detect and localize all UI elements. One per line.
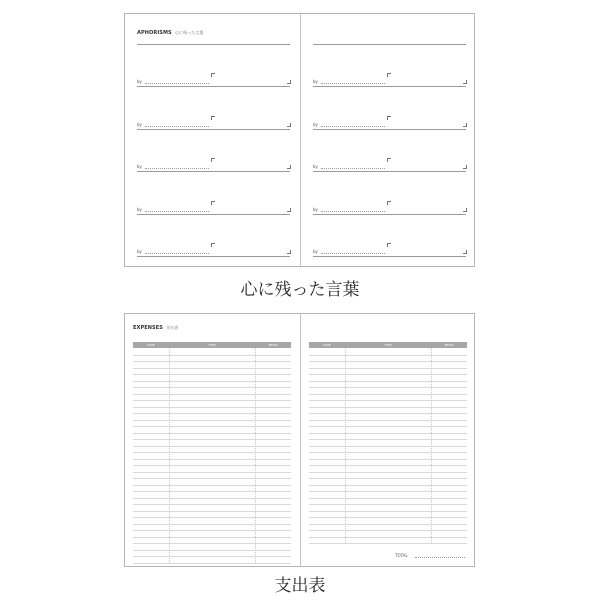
table-row-line xyxy=(133,459,291,460)
table-row-line xyxy=(309,374,467,375)
column-header-date: DATE xyxy=(323,343,331,347)
quote-close-mark xyxy=(287,80,291,84)
by-label: by xyxy=(313,121,318,127)
table-row-line xyxy=(309,446,467,447)
table-row-line xyxy=(133,433,291,434)
table-row-line xyxy=(309,524,467,525)
table-row-line xyxy=(309,400,467,401)
total-label: TOTAL xyxy=(395,553,408,558)
table-row-line xyxy=(133,517,291,518)
table-row-line xyxy=(309,517,467,518)
table-row-line xyxy=(309,485,467,486)
author-line xyxy=(145,126,209,127)
table-row-line xyxy=(309,420,467,421)
quote-open-mark xyxy=(211,116,215,120)
author-line xyxy=(321,168,385,169)
table-row-line xyxy=(309,491,467,492)
table-row-line xyxy=(133,387,291,388)
quote-close-mark xyxy=(463,165,467,169)
author-line xyxy=(145,211,209,212)
author-line xyxy=(321,253,385,254)
column-header-item: ITEM xyxy=(384,343,392,347)
quote-open-mark xyxy=(211,201,215,205)
by-label: by xyxy=(313,206,318,212)
entry-rule xyxy=(313,256,466,257)
table-row-line xyxy=(309,472,467,473)
entry-rule xyxy=(137,256,290,257)
table-row-line xyxy=(133,550,291,551)
aphorisms-spread xyxy=(124,13,475,267)
quote-close-mark xyxy=(287,250,291,254)
author-line xyxy=(145,253,209,254)
expenses-caption: 支出表 xyxy=(274,576,326,596)
table-row-line xyxy=(133,530,291,531)
table-header xyxy=(309,342,467,348)
table-row-line xyxy=(133,556,291,557)
by-label: by xyxy=(137,79,142,84)
header-rule xyxy=(313,44,466,45)
aphorisms-header xyxy=(137,30,203,36)
table-row-line xyxy=(309,459,467,460)
entry-rule xyxy=(313,171,466,172)
table-row-line xyxy=(309,530,467,531)
expenses-spread xyxy=(124,313,475,567)
table-row-line xyxy=(133,426,291,427)
header-rule xyxy=(137,44,290,45)
spread-gutter xyxy=(300,314,301,566)
table-row-line xyxy=(133,524,291,525)
table-row-line xyxy=(309,387,467,388)
quote-close-mark xyxy=(463,250,467,254)
table-row-line xyxy=(309,543,467,544)
quote-close-mark xyxy=(463,208,467,212)
column-header-date: DATE xyxy=(147,343,155,347)
total-line xyxy=(415,557,465,558)
quote-open-mark xyxy=(211,243,215,247)
expenses-header xyxy=(133,325,178,331)
table-row-line xyxy=(133,439,291,440)
column-separator xyxy=(345,348,346,543)
column-separator xyxy=(169,348,170,563)
by-label: by xyxy=(313,249,318,254)
table-row-line xyxy=(133,381,291,382)
table-row-line xyxy=(133,563,291,564)
by-label: by xyxy=(137,164,142,169)
table-row-line xyxy=(309,465,467,466)
quote-open-mark xyxy=(211,73,215,77)
quote-close-mark xyxy=(463,123,467,127)
column-header-item: ITEM xyxy=(208,343,216,347)
quote-close-mark xyxy=(463,80,467,84)
table-row-line xyxy=(133,504,291,505)
table-row-line xyxy=(133,355,291,356)
by-label: by xyxy=(137,249,142,254)
entry-rule xyxy=(137,171,290,172)
table-row-line xyxy=(133,485,291,486)
quote-close-mark xyxy=(287,123,291,127)
quote-open-mark xyxy=(387,73,391,77)
entry-rule xyxy=(137,129,290,130)
spread-gutter xyxy=(300,14,301,266)
author-line xyxy=(145,168,209,169)
table-row-line xyxy=(309,433,467,434)
table-row-line xyxy=(309,394,467,395)
quote-open-mark xyxy=(387,116,391,120)
table-row-line xyxy=(309,439,467,440)
table-row-line xyxy=(309,537,467,538)
table-row-line xyxy=(309,511,467,512)
quote-close-mark xyxy=(287,208,291,212)
column-header-price: PRICE xyxy=(268,343,278,347)
table-row-line xyxy=(133,368,291,369)
aphorisms-subtitle: 心に残った言葉 xyxy=(174,30,204,35)
table-row-line xyxy=(133,374,291,375)
table-row-line xyxy=(133,394,291,395)
table-row-line xyxy=(133,413,291,414)
table-row-line xyxy=(133,478,291,479)
author-line xyxy=(321,211,385,212)
author-line xyxy=(321,83,385,84)
table-row-line xyxy=(133,543,291,544)
table-row-line xyxy=(133,446,291,447)
expenses-title: EXPENSES xyxy=(133,325,163,331)
quote-open-mark xyxy=(387,201,391,205)
table-row-line xyxy=(133,452,291,453)
by-label: by xyxy=(137,206,142,212)
author-line xyxy=(321,126,385,127)
entry-rule xyxy=(313,129,466,130)
table-row-line xyxy=(309,426,467,427)
aphorisms-title: APHORISMS xyxy=(137,30,172,36)
expenses-subtitle: 支出表 xyxy=(165,325,179,330)
table-row-line xyxy=(133,465,291,466)
quote-open-mark xyxy=(387,158,391,162)
table-row-line xyxy=(133,491,291,492)
table-row-line xyxy=(133,472,291,473)
table-row-line xyxy=(133,407,291,408)
quote-open-mark xyxy=(211,158,215,162)
by-label: by xyxy=(137,121,142,127)
table-row-line xyxy=(309,478,467,479)
quote-close-mark xyxy=(287,165,291,169)
author-line xyxy=(145,83,209,84)
table-row-line xyxy=(309,452,467,453)
table-row-line xyxy=(133,498,291,499)
table-row-line xyxy=(133,420,291,421)
entry-rule xyxy=(137,214,290,215)
table-row-line xyxy=(309,498,467,499)
entry-rule xyxy=(137,86,290,87)
table-row-line xyxy=(309,361,467,362)
table-header xyxy=(133,342,291,348)
quote-open-mark xyxy=(387,243,391,247)
table-row-line xyxy=(309,368,467,369)
column-separator xyxy=(255,348,256,563)
column-separator xyxy=(431,348,432,543)
aphorisms-caption: 心に残った言葉 xyxy=(240,280,360,300)
table-row-line xyxy=(133,400,291,401)
table-row-line xyxy=(133,511,291,512)
table-row-line xyxy=(309,504,467,505)
table-row-line xyxy=(133,537,291,538)
table-row-line xyxy=(309,355,467,356)
by-label: by xyxy=(313,79,318,84)
entry-rule xyxy=(313,86,466,87)
table-row-line xyxy=(309,407,467,408)
by-label: by xyxy=(313,164,318,169)
column-header-price: PRICE xyxy=(444,343,454,347)
table-row-line xyxy=(309,413,467,414)
table-row-line xyxy=(309,381,467,382)
table-row-line xyxy=(133,361,291,362)
entry-rule xyxy=(313,214,466,215)
